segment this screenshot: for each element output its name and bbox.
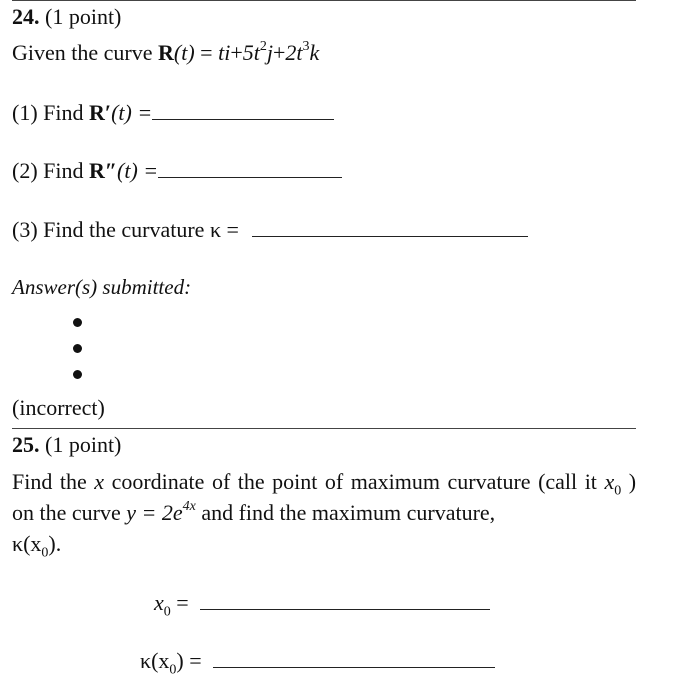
problem-25-header: [12, 432, 121, 458]
part-2-row: (2) Find R″(t) =: [12, 158, 342, 184]
kappa-answer-blank[interactable]: [213, 649, 495, 668]
answer-bullet-3: [73, 370, 82, 379]
part-3-row: (3) Find the curvature κ =: [12, 217, 528, 243]
answer-bullet-2: [73, 344, 82, 353]
answers-submitted-label: Answer(s) submitted:: [12, 275, 192, 299]
part-2-answer-blank[interactable]: [158, 159, 342, 178]
problem-24-points: (1 point): [45, 4, 122, 29]
top-divider: [12, 0, 636, 1]
part-1-row: (1) Find R′(t) =: [12, 100, 334, 126]
part-1-answer-blank[interactable]: [152, 101, 334, 120]
answer-bullet-1: [73, 318, 82, 327]
problem-25-number: 25.: [12, 432, 40, 457]
problem-25-points: (1 point): [45, 432, 122, 457]
problem-24-number: 24.: [12, 4, 40, 29]
answer-kappa-row: $\kappa(x_0)$ =: [140, 648, 495, 674]
problem-25-statement: Find the x coordinate of the point of maximum curvature (call it $x_0$ ) on the curve $y = 2e^{4x}$ and find the maximum curvature, $\kappa(x_0)$.: [12, 469, 637, 561]
answer-x0-row: $x_0$ =: [154, 590, 490, 616]
x0-answer-blank[interactable]: [200, 591, 490, 610]
problem-24-curve-statement: Given the curve $R(t) = ti+5t^2j+2t^3k$: [12, 38, 320, 65]
status-incorrect: (incorrect): [12, 395, 105, 420]
part-3-answer-blank[interactable]: [252, 218, 528, 237]
problem-divider: [12, 428, 636, 429]
problem-24-header: [12, 4, 121, 30]
